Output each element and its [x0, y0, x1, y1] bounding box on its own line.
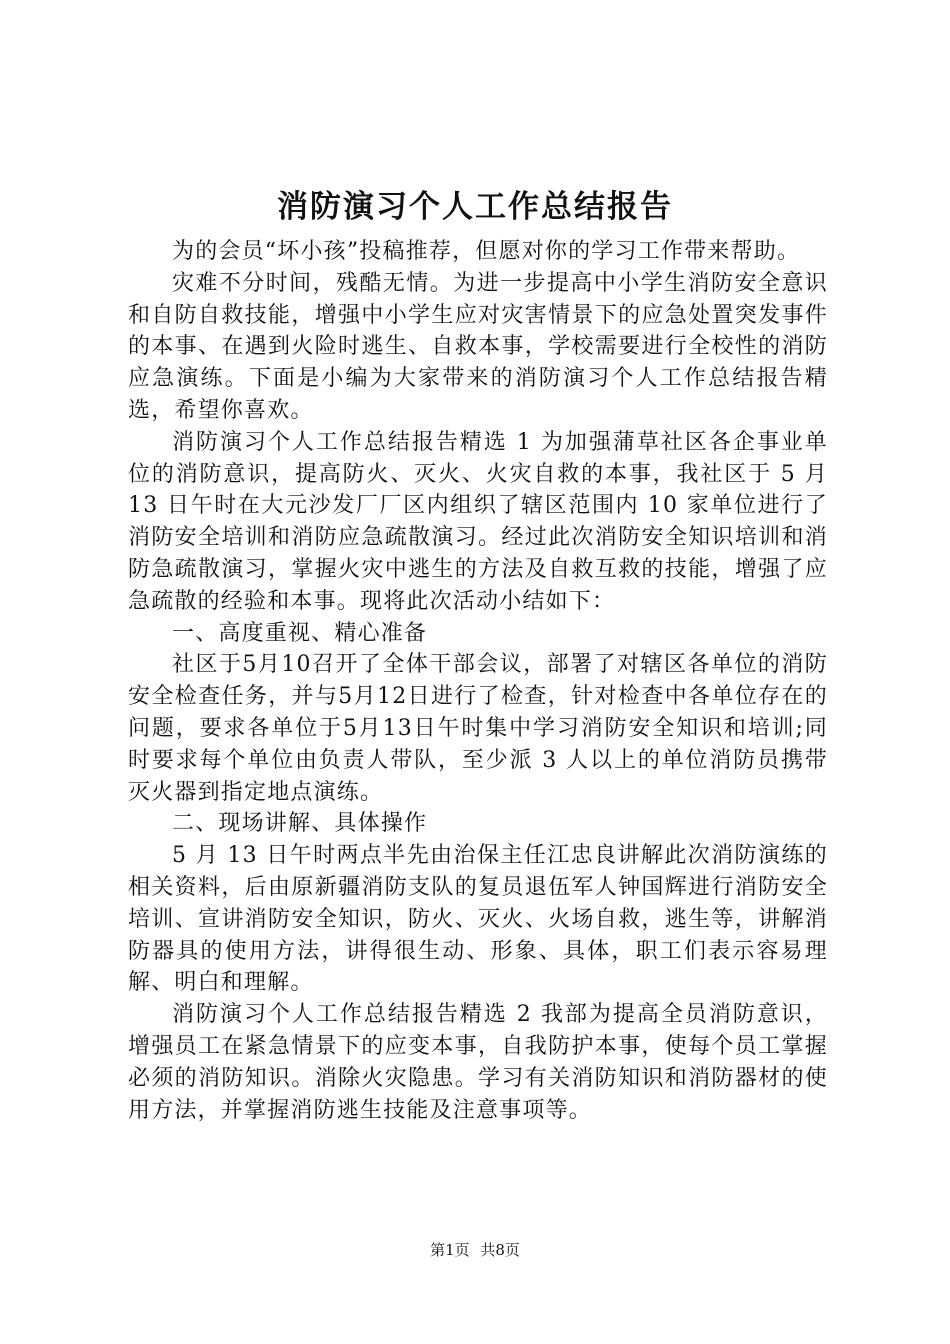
- section-heading-2: 二、现场讲解、具体操作: [172, 811, 428, 837]
- section-heading-1: 一、高度重视、精心准备: [172, 620, 428, 646]
- paragraph-background: 灾难不分时间，残酷无情。为进一步提高中小学生消防安全意识和自防自救技能，增强中小学生应对灾害情景下的应急处置突发事件的本事、在遇到火险时逃生、自救本事，学校需要进行全校性的消防应急演练。下面是小编为大家带来的消防演习个人工作总结报告精选，希望你喜欢。: [128, 270, 828, 423]
- paragraph-preparation: 社区于5月10召开了全体干部会议，部署了对辖区各单位的消防安全检查任务，并与5月12日进行了检查，针对检查中各单位存在的问题，要求各单位于5月13日午时集中学习消防安全知识和培训;同时要求每个单位由负责人带队，至少派 3 人以上的单位消防员携带灭火器到指定地点演练。: [128, 652, 828, 805]
- paragraph-onsite: 5 月 13 日午时两点半先由治保主任江忠良讲解此次消防演练的相关资料，后由原新疆消防支队的复员退伍军人钟国辉进行消防安全培训、宣讲消防安全知识，防火、灭火、火场自救，逃生等，讲解消防器具的使用方法，讲得很生动、形象、具体，职工们表示容易理解、明白和理解。: [128, 843, 828, 996]
- document-body: [128, 236, 828, 1126]
- paragraph-intro: 为的会员“坏小孩”投稿推荐，但愿对你的学习工作带来帮助。: [172, 239, 801, 264]
- document-title: 消防演习个人工作总结报告: [277, 189, 673, 225]
- page-total: 共8页: [480, 1241, 520, 1259]
- paragraph-selection-2: 消防演习个人工作总结报告精选 2 我部为提高全员消防意识，增强员工在紧急情景下的应变本事，自我防护本事，使每个员工掌握必须的消防知识。消除火灾隐患。学习有关消防知识和消防器材的使用方法，并掌握消防逃生技能及注意事项等。: [128, 1002, 828, 1123]
- page-number: 第1页: [430, 1241, 470, 1259]
- paragraph-selection-1: 消防演习个人工作总结报告精选 1 为加强蒲草社区各企事业单位的消防意识，提高防火、灭火、火灾自救的本事，我社区于 5 月 13 日午时在大元沙发厂厂区内组织了辖区范围内 10 家单位进行了消防安全培训和消防应急疏散演习。经过此次消防安全知识培训和消防急疏散演习，掌握火灾中逃生的方法及自救互救的技能，增强了应急疏散的经验和本事。现将此次活动小结如下：: [128, 429, 828, 614]
- page-footer: [0, 1240, 950, 1260]
